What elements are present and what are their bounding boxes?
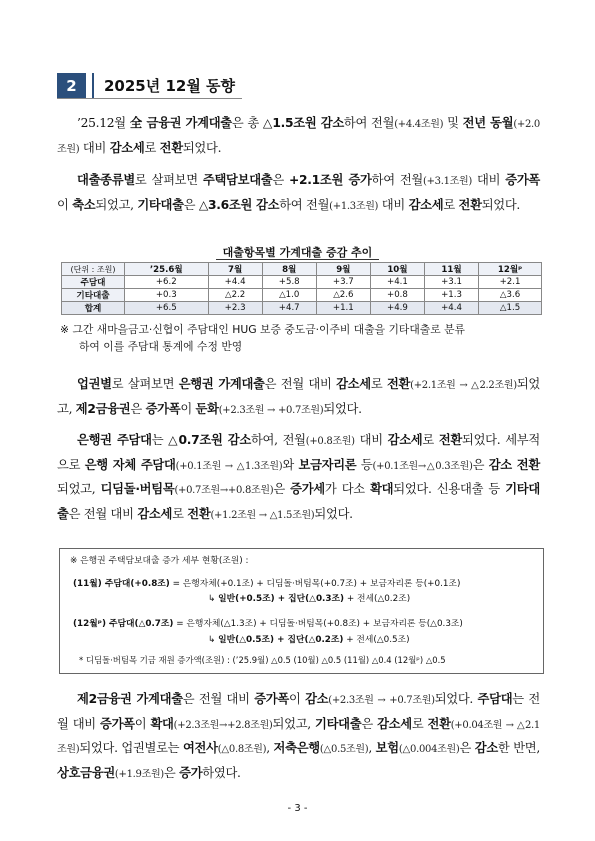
table-note [60, 322, 540, 355]
paragraph-loan-type: 대출종류별로 살펴보면 주택담보대출은 +2.1조원 증가하여 전월(+3.1조원) 대비 증가폭이 축소되었고, 기타대출은 △3.6조원 감소하여 전월(+1.3조원) 대비 감소세로 전환되었다. [57, 173, 540, 212]
section-underline [57, 98, 242, 99]
table-cell: +0.8 [370, 289, 424, 302]
box-dec-line2: ↳ 일반(△0.5조) + 집단(△0.2조) + 전세(△0.5조) [208, 635, 410, 645]
paragraph-second-tier: 제2금융권 가계대출은 전월 대비 증가폭이 감소(+2.3조원 → +0.7조원)되었다. 주담대는 전월 대비 증가폭이 확대(+2.3조원→+2.8조원)되었고, 기타대출은 감소세로 전환(+0.04조원 → △2.1조원)되었다. 업권별로는 여전사(△0.8조원), 저축은행(△0.5조원), 보험(△0.004조원)은 감소한 반면, 상호금융권(+1.9조원)은 증가하였다. [57, 692, 540, 780]
header-cell: 8월 [262, 263, 316, 276]
paragraph-bank-mortgage: 은행권 주담대는 △0.7조원 감소하여, 전월(+0.8조원) 대비 감소세로 전환되었다. 세부적으로 은행 자체 주담대(+0.1조원 → △1.3조원)와 보금자리론 등(+0.1조원→△0.3조원)은 감소 전환되었고, 디딤돌·버팀목(+0.7조원→+0.8조원)은 증가세가 다소 확대되었다. 신용대출 등 기타대출은 전월 대비 감소세로 전환(+1.2조원 → △1.5조원)되었다. [57, 433, 540, 521]
section-divider [92, 73, 94, 98]
table-cell: △3.6 [479, 289, 542, 302]
note-line: ※ 그간 새마을금고·신협이 주담대인 HUG 보증 중도금·이주비 대출을 기타대출로 분류 [60, 323, 465, 336]
section-number: 2 [57, 73, 86, 98]
table-cell: +1.3 [425, 289, 479, 302]
loan-change-table [61, 262, 542, 315]
header-cell: ’25.6월 [125, 263, 209, 276]
table-cell: △2.6 [316, 289, 370, 302]
note-line: 하여 이를 주담대 통계에 수정 반영 [79, 339, 243, 353]
table-cell: +2.3 [208, 302, 262, 315]
table-row [62, 276, 542, 289]
row-label: 기타대출 [62, 289, 125, 302]
table-cell: +4.4 [425, 302, 479, 315]
table-cell: +4.9 [370, 302, 424, 315]
table-header-row [62, 263, 542, 276]
table-cell: +3.7 [316, 276, 370, 289]
table-cell: +3.1 [425, 276, 479, 289]
mortgage-detail-box [59, 548, 544, 674]
paragraph-by-sector: 업권별로 살펴보면 은행권 가계대출은 전월 대비 감소세로 전환(+2.1조원 → △2.2조원)되었고, 제2금융권은 증가폭이 둔화(+2.3조원 → +0.7조원)되었다. [57, 377, 540, 416]
header-cell: (단위 : 조원) [62, 263, 125, 276]
section-title: 2025년 12월 동향 [104, 77, 236, 95]
page-number: - 3 - [287, 803, 308, 814]
header-cell: 9월 [316, 263, 370, 276]
table-title: 대출항목별 가계대출 증감 추이 [222, 246, 373, 259]
section-header [57, 73, 235, 98]
box-nov-line2: ↳ 일반(+0.5조) + 집단(△0.3조) + 전세(△0.2조) [208, 594, 411, 604]
table-row [62, 289, 542, 302]
table-cell: +4.1 [370, 276, 424, 289]
table-cell: +0.3 [125, 289, 209, 302]
table-cell: △2.2 [208, 289, 262, 302]
table-cell: +5.8 [262, 276, 316, 289]
box-footnote: * 디딤돌·버팀목 기금 재원 증가액(조원) : (’25.9월) △0.5 (10월) △0.5 (11월) △0.4 (12월ᵖ) △0.5 [79, 655, 446, 665]
paragraph-overview: ’25.12월 全 금융권 가계대출은 총 △1.5조원 감소하여 전월(+4.4조원) 및 전년 동월(+2.0조원) 대비 감소세로 전환되었다. [57, 116, 540, 155]
table-cell: +2.1 [479, 276, 542, 289]
box-title: ※ 은행권 주택담보대출 증가 세부 현황(조원) : [70, 556, 249, 566]
header-cell: 11월 [425, 263, 479, 276]
table-cell: +1.1 [316, 302, 370, 315]
box-nov-line1: (11월) 주담대(+0.8조) = 은행자체(+0.1조) + 디딤돌·버팀목(+0.7조) + 보금자리론 등(+0.1조) [73, 579, 461, 589]
table-cell: +6.2 [125, 276, 209, 289]
table-row-total [62, 302, 542, 315]
table-cell: △1.5 [479, 302, 542, 315]
row-label: 주담대 [62, 276, 125, 289]
table-cell: +4.4 [208, 276, 262, 289]
header-cell: 7월 [208, 263, 262, 276]
table-cell: +4.7 [262, 302, 316, 315]
table-title-underline [216, 259, 379, 260]
row-label: 합계 [62, 302, 125, 315]
header-cell: 10월 [370, 263, 424, 276]
table-cell: △1.0 [262, 289, 316, 302]
table-cell: +6.5 [125, 302, 209, 315]
header-cell: 12월ᵖ [479, 263, 542, 276]
box-dec-line1: (12월ᵖ) 주담대(△0.7조) = 은행자체(△1.3조) + 디딤돌·버팀목(+0.8조) + 보금자리론 등(△0.3조) [73, 619, 463, 629]
